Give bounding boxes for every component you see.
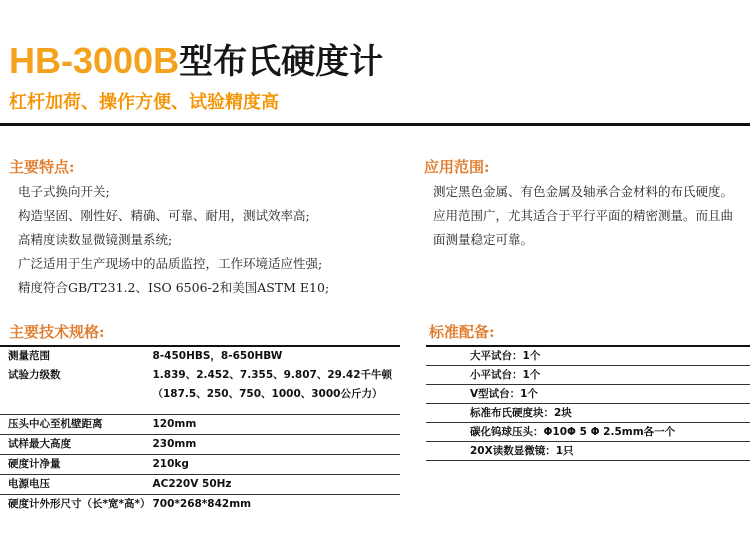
accessory-item: 标准布氏硬度块：2块 [426,404,750,423]
specs-table [0,345,400,514]
spec-key: 硬度计净量 [0,455,150,475]
product-name: 型布氏硬度计 [179,42,384,82]
spec-key: 电源电压 [0,475,150,495]
spec-value: 120mm [150,415,400,435]
specs-heading: 主要技术规格: [9,323,105,341]
accessory-item: 碳化钨球压头：Φ10Φ 5 Φ 2.5mm各一个 [426,423,750,442]
accessories-heading: 标准配备: [429,323,495,341]
page-title [9,34,384,82]
spec-row [0,366,400,385]
spec-key: 试样最大高度 [0,435,150,455]
spec-value: 8-450HBS，8-650HBW [150,346,400,366]
accessory-item: V型试台：1个 [426,385,750,404]
application-text: 测定黑色金属、有色金属及轴承合金材料的布氏硬度。应用范围广，尤其适合于平行平面的精密测量。而且曲面测量稳定可靠。 [433,184,734,247]
feature-item: 精度符合GB/T231.2、ISO 6506-2和美国ASTM E10; [18,280,330,295]
spec-row [0,495,400,515]
feature-item: 电子式换向开关; [18,184,110,199]
accessories-list [426,345,750,461]
spec-key [0,385,150,404]
spec-row [0,455,400,475]
spec-spacer [0,404,400,415]
application-heading: 应用范围: [424,158,490,176]
spec-row [0,385,400,404]
spec-key: 测量范围 [0,346,150,366]
spec-value: 1.839、2.452、7.355、9.807、29.42千牛顿 [152,369,393,381]
spec-value: 210kg [150,455,400,475]
header-divider [0,123,750,126]
accessory-item: 大平试台：1个 [426,347,750,366]
features-heading: 主要特点: [9,158,75,176]
spec-row [0,415,400,435]
accessory-item: 20X读数显微镜：1只 [426,442,750,461]
product-subtitle: 杠杆加荷、操作方便、试验精度高 [9,92,279,113]
spec-row [0,346,400,366]
spec-value: 700*268*842mm [150,495,400,515]
spec-value: （187.5、250、750、1000、3000公斤力） [152,388,383,400]
feature-item: 构造坚固、刚性好、精确、可靠、耐用，测试效率高; [18,208,310,223]
product-model: HB-3000B [9,40,180,81]
feature-item: 高精度读数显微镜测量系统; [18,232,173,247]
spec-key: 压头中心至机壁距离 [0,415,150,435]
spec-row [0,475,400,495]
accessory-item: 小平试台：1个 [426,366,750,385]
spec-key: 硬度计外形尺寸（长*宽*高*） [0,495,150,515]
features-list [18,180,329,300]
spec-row [0,435,400,455]
spec-value: 230mm [150,435,400,455]
feature-item: 广泛适用于生产现场中的品质监控，工作环境适应性强; [18,256,323,271]
spec-key: 试验力级数 [8,369,61,381]
spec-value: AC220V 50Hz [150,475,400,495]
